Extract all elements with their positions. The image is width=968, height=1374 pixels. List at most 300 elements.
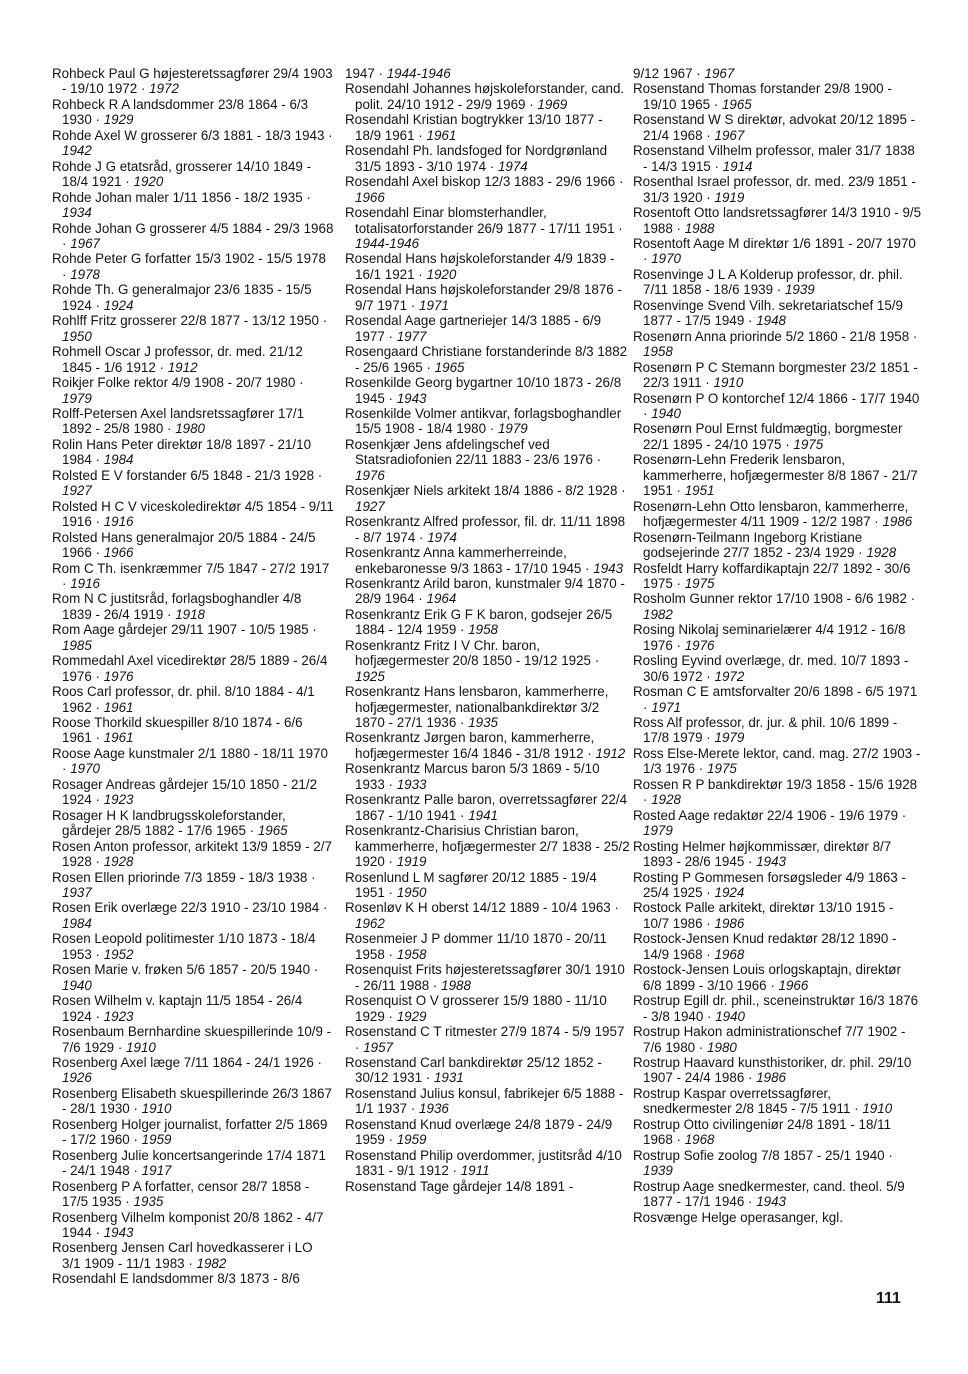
entry-text: Rosenberg Holger journalist, forfatter 2/5 1869 - 17/2 1960 ·	[52, 1116, 328, 1148]
register-entry	[345, 931, 630, 962]
entry-year-reference: 1965	[257, 823, 288, 839]
register-entry	[345, 483, 630, 514]
entry-text: Rosendal Hans højskoleforstander 29/8 1876 - 9/7 1971 ·	[345, 282, 622, 313]
entry-text: Rolsted Hans generalmajor 20/5 1884 - 24/5 1966 ·	[52, 529, 316, 561]
entry-year-reference: 1924	[103, 297, 134, 313]
entry-text: Rosendahl Axel biskop 12/3 1883 - 29/6 1966 ·	[345, 174, 624, 190]
entry-year-reference: 1959	[141, 1132, 172, 1148]
entry-year-reference: 1985	[62, 637, 92, 653]
entry-text: Ross Else-Merete lektor, cand. mag. 27/2 1903 - 1/3 1976 ·	[633, 745, 921, 777]
entry-year-reference: 1982	[643, 606, 673, 622]
entry-year-reference: 1979	[714, 730, 745, 746]
column-3	[633, 66, 923, 1225]
entry-year-reference: 1979	[643, 823, 673, 839]
register-entry	[633, 715, 923, 746]
entry-text: Rosenstand Carl bankdirektør 25/12 1852 - 30/12 1931 ·	[345, 1055, 602, 1086]
entry-text: Rom N C justitsråd, forlagsboghandler 4/8 1839 - 26/4 1919 ·	[52, 591, 302, 622]
entry-text: Rostrup Sofie zoolog 7/8 1857 - 25/1 1940 ·	[633, 1147, 893, 1163]
entry-text: Rohde Th. G generalmajor 23/6 1835 - 15/5 1924 ·	[52, 282, 312, 313]
entry-year-reference: 1923	[103, 792, 134, 808]
register-entry	[345, 437, 630, 483]
entry-text: Rosenkilde Georg bygartner 10/10 1873 - 26/8 1945 ·	[345, 375, 622, 406]
entry-year-reference: 1967	[70, 235, 100, 251]
entry-year-reference: 1939	[643, 1163, 673, 1179]
register-entry	[633, 174, 923, 205]
entry-year-reference: 1924	[714, 885, 745, 901]
register-entry	[633, 900, 923, 931]
entry-text: Rosendahl E landsdommer 8/3 1873 - 8/6	[52, 1271, 300, 1287]
entry-year-reference: 1958	[643, 344, 673, 360]
entry-text: Ross Alf professor, dr. jur. & phil. 10/6 1899 - 17/8 1979 ·	[633, 715, 898, 746]
entry-year-reference: 1986	[756, 1070, 786, 1086]
register-entry	[633, 391, 923, 422]
entry-year-reference: 1935	[133, 1194, 164, 1210]
entry-text: Rosendahl Ph. landsfoged for Nordgrønland 31/5 1893 - 3/10 1974 ·	[345, 143, 608, 174]
entry-text: Rosenstand W S direktør, advokat 20/12 1895 - 21/4 1968 ·	[633, 112, 916, 143]
entry-text: Rosenberg Vilhelm komponist 20/8 1862 - 4/7 1944 ·	[52, 1209, 324, 1240]
entry-text: Rosenkrantz Fritz I V Chr. baron, hofjægermester 20/8 1850 - 19/12 1925 ·	[345, 637, 600, 669]
entry-text: Rostock-Jensen Louis orlogskaptajn, direktør 6/8 1899 - 3/10 1966 ·	[633, 962, 901, 993]
entry-year-reference: 1943	[756, 1194, 786, 1210]
entry-text: Rosted Aage redaktør 22/4 1906 - 19/6 1979 ·	[633, 807, 907, 823]
entry-text: Rosenquist Frits højesteretssagfører 30/1 1910 - 26/11 1988 ·	[345, 962, 625, 993]
entry-year-reference: 1984	[103, 452, 134, 468]
register-entry	[52, 1240, 334, 1271]
register-entry	[345, 1148, 630, 1179]
entry-year-reference: 1971	[419, 297, 449, 313]
entry-year-reference: 1972	[149, 81, 179, 97]
register-entry	[345, 684, 630, 730]
register-entry	[52, 746, 334, 777]
register-entry	[345, 1055, 630, 1086]
entry-year-reference: 1943	[396, 390, 427, 406]
entry-text: Rosholm Gunner rektor 17/10 1908 - 6/6 1982 ·	[633, 591, 916, 607]
entry-year-reference: 1982	[196, 1255, 227, 1271]
entry-year-reference: 1950	[396, 885, 427, 901]
entry-text: Rohde Axel W grosserer 6/3 1881 - 18/3 1943 ·	[52, 127, 333, 143]
register-entry	[52, 344, 334, 375]
entry-year-reference: 1978	[70, 266, 100, 282]
entry-year-reference: 1940	[651, 405, 681, 421]
entry-year-reference: 1979	[62, 390, 92, 406]
entry-text: Roose Aage kunstmaler 2/1 1880 - 18/11 1970 ·	[52, 745, 328, 777]
register-entry	[52, 128, 334, 159]
entry-text: Rosendal Aage gartneriejer 14/3 1885 - 6/9 1977 ·	[345, 313, 602, 344]
entry-text: Rosager Andreas gårdejer 15/10 1850 - 21/2 1924 ·	[52, 776, 318, 808]
entry-text: Rosen Marie v. frøken 5/6 1857 - 20/5 1940 ·	[52, 962, 319, 978]
register-entry	[633, 653, 923, 684]
entry-text: Rosenkrantz Anna kammerherreinde, enkebaronesse 9/3 1863 - 17/10 1945 ·	[345, 545, 590, 576]
register-entry	[633, 870, 923, 901]
entry-text: Rostock-Jensen Knud redaktør 28/12 1890 - 14/9 1968 ·	[633, 931, 897, 962]
register-entry	[52, 437, 334, 468]
entry-text: Rosengaard Christiane forstanderinde 8/3 1882 - 25/6 1965 ·	[345, 344, 628, 375]
entry-text: Rosing Nikolaj seminarielærer 4/4 1912 - 16/8 1976 ·	[633, 622, 906, 653]
entry-text: Rosenørn-Teilmann Ingeborg Kristiane godsejerinde 27/7 1852 - 23/4 1929 ·	[633, 529, 863, 561]
register-entry	[345, 1086, 630, 1117]
page-number: 111	[876, 1290, 901, 1307]
entry-year-reference: 1927	[355, 498, 385, 514]
entry-year-reference: 1980	[707, 1039, 737, 1055]
register-entry	[633, 1210, 923, 1225]
entry-year-reference: 1967	[714, 127, 745, 143]
entry-text: Rosenstand Knud overlæge 24/8 1879 - 24/9 1959 ·	[345, 1116, 613, 1148]
entry-year-reference: 1933	[396, 776, 427, 792]
register-entry	[52, 221, 334, 252]
entry-year-reference: 1961	[103, 730, 134, 746]
register-entry	[52, 468, 334, 499]
entry-year-reference: 1910	[862, 1101, 893, 1117]
entry-year-reference: 1923	[103, 1008, 134, 1024]
entry-year-reference: 1943	[103, 1224, 134, 1240]
entry-year-reference: 1975	[793, 436, 824, 452]
entry-text: Rostrup Egill dr. phil., sceneinstruktør 16/3 1876 - 3/8 1940 ·	[633, 993, 919, 1024]
register-entry	[52, 251, 334, 282]
register-entry	[52, 1179, 334, 1210]
entry-text: Rommedahl Axel vicedirektør 28/5 1889 - 26/4 1976 ·	[52, 653, 328, 684]
register-entry	[345, 823, 630, 869]
entry-year-reference: 1920	[133, 174, 164, 190]
register-entry	[633, 1117, 923, 1148]
register-entry	[633, 421, 923, 452]
entry-text: Rosenørn-Lehn Frederik lensbaron, kammerherre, hofjægermester 8/8 1867 - 21/7 1951 ·	[633, 452, 918, 499]
entry-text: Rosenkrantz Hans lensbaron, kammerherre, hofjægermester, nationalbankdirektør 3/2 1870 - 27/1 1936 ·	[345, 684, 609, 731]
register-entry	[52, 375, 334, 406]
entry-year-reference: 1967	[704, 66, 735, 81]
entry-year-reference: 1986	[714, 915, 745, 931]
register-entry	[52, 1086, 334, 1117]
entry-year-reference: 1928	[651, 792, 681, 808]
entry-year-reference: 1977	[396, 328, 427, 344]
entry-text: Rosenkrantz Erik G F K baron, godsejer 26/5 1884 - 12/4 1959 ·	[345, 606, 613, 638]
register-entry	[52, 653, 334, 684]
entry-text: Rosen Anton professor, arkitekt 13/9 1859 - 2/7 1928 ·	[52, 838, 332, 870]
entry-text: Rosenstand Tage gårdejer 14/8 1891 -	[345, 1178, 574, 1194]
entry-year-reference: 1914	[722, 158, 753, 174]
entry-text: Rosentoft Otto landsretssagfører 14/3 1910 - 9/5 1988 ·	[633, 205, 922, 236]
entry-text: Rosenørn P C Stemann borgmester 23/2 1851 - 22/3 1911 ·	[633, 359, 918, 391]
register-entry	[633, 622, 923, 653]
entry-year-reference: 1958	[468, 622, 498, 638]
register-entry	[633, 808, 923, 839]
entry-year-reference: 1940	[62, 977, 92, 993]
entry-text: Rosman C E amtsforvalter 20/6 1898 - 6/5 1971 ·	[633, 684, 918, 715]
register-entry	[633, 561, 923, 592]
entry-text: Rosenvinge J L A Kolderup professor, dr. phil. 7/11 1858 - 18/6 1939 ·	[633, 266, 903, 298]
entry-year-reference: 1965	[434, 359, 465, 375]
register-entry	[633, 499, 923, 530]
entry-text: 9/12 1967 ·	[633, 66, 701, 81]
entry-year-reference: 1975	[684, 575, 715, 591]
entry-year-reference: 1927	[62, 483, 92, 499]
entry-year-reference: 1964	[426, 591, 457, 607]
entry-year-reference: 1975	[707, 761, 737, 777]
entry-year-reference: 1919	[396, 854, 427, 870]
entry-year-reference: 1910	[141, 1101, 172, 1117]
entry-text: Rosenkrantz Alfred professor, fil. dr. 11/11 1898 - 8/7 1974 ·	[345, 514, 626, 545]
register-entry	[633, 931, 923, 962]
entry-year-reference: 1944-1946	[355, 235, 420, 251]
entry-text: Rosenstand Thomas forstander 29/8 1900 - 19/10 1965 ·	[633, 81, 892, 112]
entry-year-reference: 1962	[355, 915, 385, 931]
entry-text: Rosenkrantz Arild baron, kunstmaler 9/4 1870 - 28/9 1964 ·	[345, 575, 625, 607]
register-entry	[52, 622, 334, 653]
register-entry	[52, 931, 334, 962]
entry-text: Rosfeldt Harry koffardikaptajn 22/7 1892 - 30/6 1975 ·	[633, 560, 911, 591]
register-entry	[633, 1148, 923, 1179]
register-entry	[52, 406, 334, 437]
entry-year-reference: 1957	[363, 1039, 393, 1055]
column-2	[345, 66, 630, 1194]
entry-text: Rosentoft Aage M direktør 1/6 1891 - 20/7 1970 ·	[633, 235, 916, 267]
register-entry	[52, 1024, 334, 1055]
register-entry	[345, 251, 630, 282]
entry-text: Rosendal Hans højskoleforstander 4/9 1839 - 16/1 1921 ·	[345, 251, 615, 282]
entry-year-reference: 1943	[756, 854, 786, 870]
register-entry	[345, 313, 630, 344]
entry-year-reference: 1948	[756, 313, 786, 329]
entry-year-reference: 1972	[714, 668, 745, 684]
entry-year-reference: 1965	[721, 96, 752, 112]
entry-year-reference: 1942	[62, 143, 92, 159]
register-entry	[52, 66, 334, 97]
entry-year-reference: 1961	[103, 699, 134, 715]
register-entry	[345, 792, 630, 823]
entry-year-reference: 1961	[426, 127, 457, 143]
register-entry	[345, 993, 630, 1024]
entry-year-reference: 1918	[175, 606, 205, 622]
entry-text: Rosenørn Anna priorinde 5/2 1860 - 21/8 1958 ·	[633, 328, 918, 344]
register-entry	[345, 112, 630, 143]
entry-year-reference: 1916	[70, 575, 100, 591]
register-entry	[345, 870, 630, 901]
register-entry	[633, 1179, 923, 1210]
register-entry	[633, 360, 923, 391]
register-entry	[633, 452, 923, 498]
entry-text: Rom Aage gårdejer 29/11 1907 - 10/5 1985 ·	[52, 622, 317, 638]
entry-text: Roose Thorkild skuespiller 8/10 1874 - 6/6 1961 ·	[52, 715, 303, 746]
entry-year-reference: 1929	[396, 1008, 427, 1024]
entry-text: Rohbeck Paul G højesteretssagfører 29/4 1903 - 19/10 1972 ·	[52, 66, 333, 97]
register-entry	[633, 112, 923, 143]
register-entry	[633, 1055, 923, 1086]
register-entry	[52, 1271, 334, 1286]
entry-year-reference: 1966	[778, 977, 809, 993]
register-entry	[345, 205, 630, 251]
entry-text: Rosenkrantz Marcus baron 5/3 1869 - 5/10 1933 ·	[345, 761, 600, 792]
register-entry	[345, 66, 630, 81]
register-entry	[633, 777, 923, 808]
register-entry	[52, 839, 334, 870]
entry-year-reference: 1951	[684, 483, 715, 499]
register-entry	[52, 499, 334, 530]
entry-text: Rosenberg P A forfatter, censor 28/7 1858 - 17/5 1935 ·	[52, 1178, 310, 1210]
register-entry	[345, 1024, 630, 1055]
entry-text: Rosenkrantz-Charisius Christian baron, kammerherre, hofjægermester 2/7 1838 - 25/2 1920 ·	[345, 823, 630, 870]
entry-text: Rosenørn Poul Ernst fuldmægtig, borgmester 22/1 1895 - 24/10 1975 ·	[633, 421, 903, 452]
register-entry	[52, 777, 334, 808]
entry-text: Rom C Th. isenkræmmer 7/5 1847 - 27/2 1917 ·	[52, 560, 330, 591]
register-entry	[345, 143, 630, 174]
entry-year-reference: 1910	[713, 375, 744, 391]
entry-year-reference: 1980	[175, 421, 205, 437]
entry-text: Rohbeck R A landsdommer 23/8 1864 - 6/3 1930 ·	[52, 96, 309, 128]
register-entry	[52, 282, 334, 313]
register-entry	[345, 607, 630, 638]
register-entry	[633, 236, 923, 267]
register-entry	[52, 97, 334, 128]
register-entry	[633, 1024, 923, 1055]
register-entry	[345, 375, 630, 406]
entry-year-reference: 1968	[714, 946, 745, 962]
register-entry	[345, 514, 630, 545]
entry-year-reference: 1917	[141, 1163, 172, 1179]
entry-text: Rosendahl Einar blomsterhandler, totalisatorforstander 26/9 1877 - 17/11 1951 ·	[345, 205, 623, 236]
register-entry	[52, 1117, 334, 1148]
entry-text: Rosenkilde Volmer antikvar, forlagsboghandler 15/5 1908 - 18/4 1980 ·	[345, 405, 622, 437]
entry-year-reference: 1971	[651, 699, 681, 715]
entry-text: Rostrup Haavard kunsthistoriker, dr. phil. 29/10 1907 - 24/4 1986 ·	[633, 1055, 912, 1086]
register-entry	[633, 205, 923, 236]
register-entry	[633, 267, 923, 298]
register-entry	[52, 1055, 334, 1086]
entry-text: Rosenstand Vilhelm professor, maler 31/7 1838 - 14/3 1915 ·	[633, 143, 915, 174]
register-entry	[633, 143, 923, 174]
entry-text: Rosling Eyvind overlæge, dr. med. 10/7 1893 - 30/6 1972 ·	[633, 653, 909, 684]
entry-text: Rostrup Otto civilingeniør 24/8 1891 - 18/11 1968 ·	[633, 1116, 892, 1148]
entry-text: Rosenstand Philip overdommer, justitsråd 4/10 1831 - 9/1 1912 ·	[345, 1147, 622, 1179]
register-entry	[52, 1148, 334, 1179]
entry-text: Rostrup Aage snedkermester, cand. theol. 5/9 1877 - 17/1 1946 ·	[633, 1178, 905, 1210]
entry-text: Rosenørn P O kontorchef 12/4 1866 - 17/7 1940 ·	[633, 390, 920, 421]
entry-year-reference: 1959	[396, 1132, 427, 1148]
entry-year-reference: 1929	[103, 112, 134, 128]
entry-text: Rosenkrantz Palle baron, overretssagfører 22/4 1867 - 1/10 1941 ·	[345, 792, 628, 823]
entry-year-reference: 1958	[396, 946, 427, 962]
entry-year-reference: 1928	[866, 545, 897, 561]
entry-text: Rosenstand C T ritmester 27/9 1874 - 5/9 1957 ·	[345, 1024, 625, 1055]
entry-year-reference: 1968	[684, 1132, 715, 1148]
entry-text: Rosenquist O V grosserer 15/9 1880 - 11/10 1929 ·	[345, 993, 607, 1024]
entry-year-reference: 1976	[684, 637, 715, 653]
entry-text: Rosenberg Elisabeth skuespillerinde 26/3 1867 - 28/1 1930 ·	[52, 1085, 332, 1117]
register-entry	[345, 1179, 630, 1194]
entry-text: Rohde Johan G grosserer 4/5 1884 - 29/3 1968 ·	[52, 220, 334, 251]
register-entry	[345, 282, 630, 313]
register-entry	[52, 313, 334, 344]
entry-text: Rosenkjær Niels arkitekt 18/4 1886 - 8/2 1928 ·	[345, 483, 626, 499]
register-entry	[633, 993, 923, 1024]
entry-year-reference: 1979	[497, 421, 528, 437]
entry-text: Rosenbaum Bernhardine skuespillerinde 10/9 - 7/6 1929 ·	[52, 1024, 332, 1055]
register-entry	[52, 715, 334, 746]
entry-text: Rosenkrantz Jørgen baron, kammerherre, hofjægermester 16/4 1846 - 31/8 1912 ·	[345, 730, 595, 761]
register-entry	[52, 684, 334, 715]
entry-year-reference: 1925	[355, 668, 385, 684]
register-entry	[345, 576, 630, 607]
entry-year-reference: 1926	[62, 1070, 92, 1086]
entry-text: Rohde J G etatsråd, grosserer 14/10 1849 - 18/4 1921 ·	[52, 158, 312, 190]
register-entry	[52, 1210, 334, 1241]
entry-text: Roikjer Folke rektor 4/9 1908 - 20/7 1980 ·	[52, 375, 304, 391]
entry-year-reference: 1912	[167, 359, 198, 375]
register-entry	[345, 962, 630, 993]
entry-text: Rosting Helmer højkommissær, direktør 8/7 1893 - 28/6 1945 ·	[633, 838, 892, 870]
entry-year-reference: 1966	[103, 545, 134, 561]
entry-year-reference: 1910	[126, 1039, 156, 1055]
register-entry	[345, 545, 630, 576]
register-entry	[52, 561, 334, 592]
entry-text: Rostrup Hakon administrationschef 7/7 1902 - 7/6 1980 ·	[633, 1024, 906, 1055]
entry-year-reference: 1970	[651, 251, 681, 267]
register-entry	[345, 900, 630, 931]
entry-text: Rostock Palle arkitekt, direktør 13/10 1915 - 10/7 1986 ·	[633, 900, 894, 931]
entry-text: Rosen Leopold politimester 1/10 1873 - 18/4 1953 ·	[52, 931, 316, 962]
entry-text: Rosendahl Kristian bogtrykker 13/10 1877 - 18/9 1961 ·	[345, 112, 603, 143]
register-entry	[52, 190, 334, 221]
entry-year-reference: 1935	[468, 715, 498, 731]
entry-year-reference: 1931	[433, 1070, 464, 1086]
entry-year-reference: 1911	[460, 1163, 490, 1179]
register-entry	[345, 638, 630, 684]
entry-year-reference: 1941	[468, 807, 498, 823]
register-entry	[633, 746, 923, 777]
register-entry	[345, 761, 630, 792]
entry-year-reference: 1950	[62, 328, 92, 344]
entry-year-reference: 1936	[419, 1101, 449, 1117]
entry-text: Rosenberg Julie koncertsangerinde 17/4 1871 - 24/1 1948 ·	[52, 1147, 326, 1179]
entry-text: Rosvænge Helge operasanger, kgl.	[633, 1209, 843, 1225]
register-entry	[52, 808, 334, 839]
entry-text: Rossen R P bankdirektør 19/3 1858 - 15/6 1928 ·	[633, 776, 918, 808]
entry-year-reference: 1928	[103, 854, 134, 870]
register-entry	[345, 1117, 630, 1148]
register-entry	[52, 530, 334, 561]
register-entry	[633, 839, 923, 870]
entry-text: Rolin Hans Peter direktør 18/8 1897 - 21/10 1984 ·	[52, 436, 312, 468]
entry-year-reference: 1940	[715, 1008, 746, 1024]
register-entry	[633, 298, 923, 329]
register-entry	[633, 962, 923, 993]
register-entry	[345, 344, 630, 375]
register-entry	[52, 591, 334, 622]
entry-text: Rosting P Gommesen forsøgsleder 4/9 1863 - 25/4 1925 ·	[633, 869, 906, 901]
entry-year-reference: 1939	[784, 282, 815, 298]
entry-text: Rohmell Oscar J professor, dr. med. 21/12 1845 - 1/6 1912 ·	[52, 344, 303, 375]
entry-text: Rosenlund L M sagfører 20/12 1885 - 19/4 1951 ·	[345, 869, 597, 901]
entry-year-reference: 1986	[882, 514, 913, 530]
entry-text: Rosager H K landbrugsskoleforstander, gårdejer 28/5 1882 - 17/6 1965 ·	[52, 807, 286, 839]
entry-text: Rosenløv K H oberst 14/12 1889 - 10/4 1963 ·	[345, 900, 619, 916]
entry-text: 1947 ·	[345, 66, 383, 81]
entry-text: Rosen Erik overlæge 22/3 1910 - 23/10 1984 ·	[52, 900, 328, 916]
entry-year-reference: 1919	[714, 189, 745, 205]
entry-text: Rosenberg Jensen Carl hovedkasserer i LO 3/1 1909 - 11/1 1983 ·	[52, 1240, 313, 1271]
register-entry	[52, 962, 334, 993]
entry-text: Rosenørn-Lehn Otto lensbaron, kammerherre, hofjægermester 4/11 1909 - 12/2 1987 ·	[633, 498, 909, 530]
register-entry	[633, 66, 923, 81]
register-entry	[52, 900, 334, 931]
entry-year-reference: 1988	[441, 977, 471, 993]
entry-year-reference: 1966	[355, 189, 385, 205]
register-entry	[52, 993, 334, 1024]
entry-year-reference: 1934	[62, 205, 92, 221]
entry-year-reference: 1976	[355, 467, 385, 483]
entry-text: Rolsted E V forstander 6/5 1848 - 21/3 1928 ·	[52, 467, 323, 483]
register-entry	[633, 530, 923, 561]
entry-text: Rostrup Kaspar overretssagfører, snedkermester 2/8 1845 - 7/5 1911 ·	[633, 1085, 859, 1117]
register-entry	[345, 81, 630, 112]
